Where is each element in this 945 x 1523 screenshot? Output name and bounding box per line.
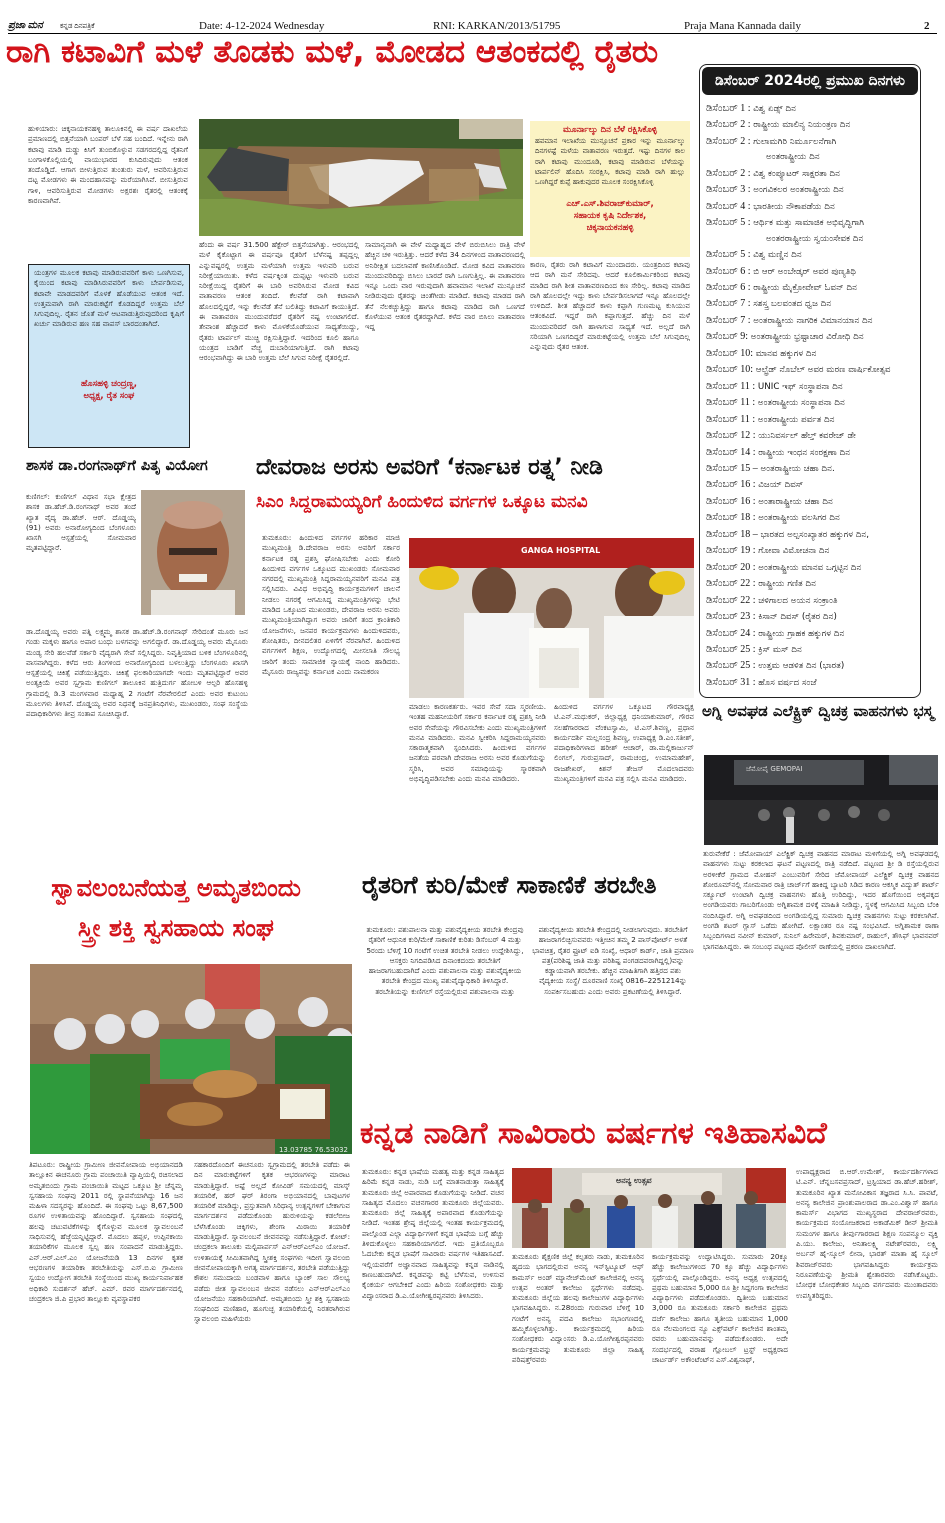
december-day-item (706, 215, 914, 231)
december-day-item (706, 609, 914, 625)
lead-col2-text: ಹೆಂದು ಈ ವರ್ಷ 31.500 ಹೆಕ್ಟೇರ್ ಬಿತ್ತನೆಯಾಗಿತ್ತು. ಆರಂಭದಲ್ಲಿ ಮಳೆ ಕೈಕೊಟ್ಟಾಗ ಈ ವರ್ಷವೂ ರೈತರಿಗೆ ಬೆಳೆನಷ್ಟ ತಪ್ಪದ್ದಲ್ಲ ಎನ್ನುವಷ್ಟರಲ್ಲಿ ಉತ್ತಮ ಮಳೆಯಾಗಿ ಉತ್ತಮ ಇಳುವರಿ ಬರುವ ನಿರೀಕ್ಷೆಯಾಯಿತು. ಕಳೆದ ವರ್ಷಕ್ಕಿಂತ ದುಪ್ಪಟ್ಟು ಇಳುವರಿ ಬರುವ ನಿರೀಕ್ಷೆಯಿದ್ದ ರೈತರಿಗೆ ಈ ಬಾರಿ ಅವರಿಸಿರುವ ಮೋಡ ಕವಿದ ವಾತಾವರಣ ಆತಂಕ ತಂದಿದೆ. ಕೆಲವೆಡೆ ರಾಗಿ ಕಟಾವಾಗಿ ಹೊಲದಲ್ಲಿದ್ದರೆ, ಇನ್ನು ಕೆಲವೆಡೆ ತೆನೆ ಬಲಿತಿದ್ದು ಕಟಾವಿಗೆ ಕಾಯುತ್ತಿದೆ. ಈ ವಾತಾವರಣ ಮುಂದುವರೆದರೆ ರೈತರಿಗೆ ನಷ್ಟ ಉಂಟಾಗಲಿದೆ. ತೇವಾಂಶ ಹೆಚ್ಚಾದರೆ ಕಾಳು ಮೊಳಕೆಯೊಡೆಯುವ ಸಾಧ್ಯತೆಯಿದ್ದು, ರೈತರು ಟಾರ್ಪಲ್ ಮುಚ್ಚಿ ರಕ್ಷಿಸುತ್ತಿದ್ದಾರೆ. ಇದರಿಂದ ಕೂಲಿ ಹಾಗೂ ಯಂತ್ರದ ಬಾಡಿಗೆ ವೆಚ್ಚ ದುಬಾರಿಯಾಗುತ್ತಿದೆ. ರಾಗಿ ಕಟಾವು ಆರಂಭವಾಗಿದ್ದು ಈ ಬಾರಿ ಉತ್ತಮ ಬೆಲೆ ಸಿಗುವ ನಿರೀಕ್ಷೆ ರೈತರಲ್ಲಿದೆ. (199, 240, 359, 363)
december-day-item (706, 280, 914, 296)
december-day-event: ಗುಲಾಮಗಿರಿ ನಿರ್ಮೂಲನೆಗಾಗಿ (753, 136, 837, 147)
december-day-date: ಡಿಸೆಂಬರ್ 2 : (706, 167, 751, 179)
december-day-date: ಡಿಸೆಂಬರ್ 15 – (706, 462, 758, 474)
quote-box-sig-title: ಅಧ್ಯಕ್ಷ, ರೈತ ಸಂಘ (83, 391, 135, 401)
advice-box-text: ಹವಮಾನ ಇಲಾಖೆಯ ಮುನ್ಸೂಚನೆ ಪ್ರಕಾರ ಇನ್ನು ಮೂರ್ನಾಲ್ಕು ದಿನಗಳಷ್ಟೆ ಮಳೆಯ ವಾತಾವರಣ ಇರುತ್ತದೆ. ಇಷ್ಟು ದಿನಗಳ ಕಾಲ ರಾಗಿ ಕಟಾವು ಮುಂದೂಡಿ, ಕಟಾವು ಮಾಡಿರುವ ಬೆಳೆಯನ್ನು ಟಾರ್ಪಲಿನ್ ಹೊದಿಸಿ ಸಂರಕ್ಷಿಸಿ, ಕಟಾವು ಮಾಡಿ ರಾಗಿ ಹುಲ್ಲು ಒಣಗಿದ್ದರೆ ಕುಪ್ಪೆ ಹಾಕುವುದರ ಮೂಲಕ ಸಂರಕ್ಷಿಸಿಕೊಳ್ಳಿ (535, 137, 685, 187)
obituary-headline: ಶಾಸಕ ಡಾ.ರಂಗನಾಥ್‌ಗೆ ಪಿತೃ ವಿಯೋಗ (26, 459, 208, 474)
december-day-item (706, 576, 914, 592)
december-day-date: ಡಿಸೆಂಬರ್ 24 : (706, 627, 756, 639)
december-day-date: ಡಿಸೆಂಬರ್ 22 : (706, 594, 756, 606)
december-day-item (706, 362, 914, 378)
lead-headline: ರಾಗಿ ಕಟಾವಿಗೆ ಮಳೆ ತೊಡಕು ಮಳೆ, ಮೋಡದ ಆತಂಕದಲ್ಲಿ ರೈತರು (6, 36, 659, 70)
december-day-item (706, 560, 914, 576)
december-day-item (706, 658, 914, 674)
december-day-event: ರಾಷ್ಟ್ರೀಯ ಮೈಕ್ರೋವೇವ್ ಓವನ್ ದಿನ (753, 282, 857, 293)
december-day-date: ಡಿಸೆಂಬರ್ 12 : (706, 430, 756, 442)
devaraj-photo-cm-meeting (409, 538, 694, 698)
shg-photo-women-group (30, 964, 352, 1154)
december-day-event: ಅಂತಾರಾಷ್ಟ್ರೀಯ ಚಹಾ ದಿನ (758, 496, 833, 507)
december-day-date: ಡಿಸೆಂಬರ್ 10: (706, 364, 754, 376)
shg-photo-timestamp: 13.03785 76.53032 (278, 1146, 348, 1154)
december-day-date: ಡಿಸೆಂಬರ್ 16 : (706, 495, 756, 507)
obituary-text-bottom: ಡಾ.ದೊಡ್ಡಯ್ಯ ಅವರು ಪತ್ನಿ ಲಕ್ಷ್ಮಮ್ಮ ಶಾಸಕ ಡಾ.ಹೆಚ್.ಡಿ.ರಂಗನಾಥ್ ಸೇರಿದಂತೆ ಮೂರು ಜನ ಗಂಡು ಮಕ್ಕಳು ಹಾಗೂ ಅಪಾರ ಬಂಧು ಬಳಗವನ್ನು ಅಗಲಿದ್ದಾರೆ. ಡಾ.ದೊಡ್ಡಯ್ಯ ಅವರು ಮೈಸೂರು ಮಂಡ್ಯ ಸೇರಿ ಹಲವೆಡೆ ಸರ್ಕಾರಿ ವೈದ್ಯರಾಗಿ ಸೇವೆ ಸಲ್ಲಿಸಿದ್ದರು. ನಿವೃತ್ತಿಯಾದ ಬಳಿಕ ಬೆಂಗಳೂರಿನಲ್ಲಿ ವಾಸವಾಗಿದ್ದರು. ಕಳೆದ ಆರು ತಿಂಗಳಿಂದ ಅನಾರೋಗ್ಯದಿಂದ ಬಳಲುತ್ತಿದ್ದು ಬೆಂಗಳೂರು ಖಾಸಗಿ ಆಸ್ಪತ್ರೆಯಲ್ಲಿ ಚಿಕಿತ್ಸೆ ಪಡೆಯುತ್ತಿದ್ದರು. ಚಿಕಿತ್ಸೆ ಫಲಕಾರಿಯಾಗದೇ ಇಂದು ಮೃತಪಟ್ಟಿದ್ದಾರೆ ಅವರ ಅಂತ್ಯಕ್ರಿಯೆ ಅವರ ಸ್ವಗ್ರಾಮ ಕುಣಿಗಲ್ ತಾಲೂಕಿನ ಹುತ್ರಿದುರ್ಗ ಹೋಬಳಿ ಆಲ್ಪರಿ ಹೊಸಹಳ್ಳಿ ಗ್ರಾಮದಲ್ಲಿ ಡಿ.3 ಮಂಗಳವಾರ ಮಧ್ಯಾಹ್ನ 2 ಗಂಟೆಗೆ ನೆರವೇರಲಿದೆ ಎಂದು ಅವರ ಕುಟುಂಬ ಮೂಲಗಳು ತಿಳಿಸಿವೆ. ದೊಡ್ಡಯ್ಯ ಅವರ ನಿಧನಕ್ಕೆ ಜನಪ್ರತಿನಿಧಿಗಳು, ಮುಖಂಡರು, ಸಂಘ ಸಂಸ್ಥೆಯ ಪದಾಧಿಕಾರಿಗಳು ತೀವ್ರ ಸಂತಾಪ ಸೂಚಿಸಿದ್ದಾರೆ. (26, 627, 248, 719)
december-day-event: ಅಂತರಾಷ್ಟ್ರೀಯ ಪರ್ವತ ದಿನ (757, 414, 835, 425)
goat-training-headline: ರೈತರಿಗೆ ಕುರಿ/ಮೇಕೆ ಸಾಕಾಣಿಕೆ ತರಬೇತಿ (362, 873, 657, 899)
newspaper-tagline: ಕನ್ನಡ ದಿನಪತ್ರಿಕೆ (60, 22, 95, 30)
december-day-date: ಡಿಸೆಂಬರ್ 11 : (706, 380, 756, 392)
december-day-item (706, 675, 914, 691)
page-number: 2 (924, 20, 930, 32)
advice-box-sig-line1: ಎಚ್.ಎಸ್.ಶಿವರಾಜ್‌ಕುಮಾರ್, (566, 199, 654, 209)
kannada-col2-text: ತುಮಕೂರು ಶೈಕ್ಷಣಿಕ ಜಿಲ್ಲೆ ಕಲ್ಪತರು ನಾಡು, ತುಮಕೂರಿನ ಹೃದಯ ಭಾಗದಲ್ಲಿರುವ ಅನನ್ಯ ಇನ್‌ಸ್ಟಿಟ್ಯೂಟ್ ಆಫ್ ಕಾಮರ್ಸ್ ಅಂಡ್ ಮ್ಯಾನೇಜ್‌ಮೆಂಟ್ ಕಾಲೇಜಿನಲ್ಲಿ ಅನನ್ಯ ಉತ್ಸವ ಅಂತರ್ ಕಾಲೇಜು ಸ್ಪರ್ಧೆಗಳು ನಡೆದವು. ತುಮಕೂರು ಜಿಲ್ಲೆಯ ಹಲವು ಕಾಲೇಜುಗಳ ವಿದ್ಯಾರ್ಥಿಗಳು ಭಾಗವಹಿಸಿದ್ದರು. ನ.28ರಂದು ಗುರುವಾರ ಬೆಳಿಗ್ಗೆ 10 ಗಂಟೆಗೆ ಅನನ್ಯ ಪದವಿ ಕಾಲೇಜು ಸಭಾಂಗಣದಲ್ಲಿ ಹಮ್ಮಿಕೊಳ್ಳಲಾಗಿತ್ತು. ಕಾರ್ಯಕ್ರಮದಲ್ಲಿ ಹಿರಿಯ ಸಂಶೋಧಕರು ವಿದ್ವಾಂಸರು ಡಿ.ಎ.ಯೋಗೀಶ್ವರಪ್ಪನವರು ಕಾರ್ಯಕ್ರಮವನ್ನು ತುಮಕೂರು ಜಿಲ್ಲಾ ಸಾಹಿತ್ಯ ಪರಿಷತ್ತ್‌ರವರು (512, 1252, 644, 1364)
december-day-item (706, 494, 914, 510)
december-day-item (706, 329, 914, 345)
lead-col1-text: ಹುಳಿಯಾರು: ಚಿಕ್ಕನಾಯಕನಹಳ್ಳಿ ತಾಲೂಕಿನಲ್ಲಿ ಈ ವರ್ಷ ದಾಖಲೆಯ ಪ್ರಮಾಣದಲ್ಲಿ ಬಿತ್ತನೆಯಾಗಿ ಬಂಪರ್ ಬೆಳೆ ಸಹ ಬಂದಿದೆ. ಇನ್ನೇನು ರಾಗಿ ಕಟಾವು ಮಾಡಿ ದುಡ್ಡು ಕಿಸಿಗೆ ತುಂಬಿಕೊಳ್ಳುವ ಸಡಗರದಲ್ಲಿದ್ದ ರೈತನಿಗೆ ಬಂಗಾಳಕೊಲ್ಲಿಯಲ್ಲಿ ವಾಯುಭಾರದ ಕುಸಿದಿರುವುದು ಆತಂಕ ತಂದೊಡ್ಡಿದೆ. ಆಗಾಗ ಬೀಳುತ್ತಿರುವ ತುಂತುರು ಮಳೆ, ಆವರಿಸುತ್ತಿರುವ ದಟ್ಟ ಮೋಡಗಳು ಈ ಮಂದಹಾಸವನ್ನು ಮರೆಯಾಗಿಸಿವೆ. ಬೀಸುತ್ತಿರುವ ಗಾಳಿ, ಆವರಿಸುತ್ತಿರುವ ಮೋಡಗಳು ಅಕ್ಷರಶಃ ರೈತರಲ್ಲಿ ಆತಂಕಕ್ಕೆ ಕಾರಣವಾಗಿವೆ. (28, 124, 188, 206)
obituary-portrait (141, 490, 245, 615)
shg-col2-text: ಸಹಕಾರದೊಂದಿಗೆ ಈಚನೂರು ಸ್ವಗ್ರಾಮದಲ್ಲಿ ತರಬೇತಿ ಪಡೆದು ಈ ದಿನ ಮಾರುಕಟ್ಟೆಗಳಿಗೆ ಕೃತಕ ಆಭರಣಗಳನ್ನು ಮಾರಾಟ ಮಾಡುತ್ತಿದ್ದಾರೆ. ಅಷ್ಟೆ ಅಲ್ಲದೆ ಕೋವಿಡ್ ಸಮಯದಲ್ಲಿ ಮಾಸ್ಕ್ ತಯಾರಿಕೆ, ಹರ್ ಘರ್ ತಿರಂಗಾ ಅಭಿಯಾನದಲ್ಲಿ ಬಾವುಟಗಳ ತಯಾರಿಕೆ ಮಾಡಿದ್ದು, ಪ್ರಸ್ತುತವಾಗಿ ಸಿರಿಧಾನ್ಯ ಉತ್ಪನ್ನಗಳಿಗೆ ಬೇಕಾಗುವ ಮಾರ್ಗದರ್ಶನ ಪಡೆದುಕೊಂಡು ಹುರುಳಿಯನ್ನು ಕಡಲೆಬೀಜ ಬೆಳೆಸಿಕೊಂಡು ಚಿಕ್ಕಿಗಳು, ಶೇಂಗಾ ಮಿಠಾಯಿ ತಯಾರಿಕೆ ಮಾಡುತ್ತಿದ್ದಾರೆ. ಸ್ವಾವಲಂಬನೆ ಜೀವನವನ್ನು ನಡೆಸುತ್ತಿದ್ದಾರೆ. ಕೋಟ್: ಚಂದ್ರಕಲಾ ತಾಲೂಕು ಮಲ್ಟಿಪಾರ್ಪಸ್ ಎನ್‌ಆರ್‌ಎಲ್‌ಎಂ ಯೋಜನೆ. ಉಳಿತಾಯಕ್ಕೆ ಸೀಮಿತವಾಗಿದ್ದ ಸ್ತ್ರೀಶಕ್ತಿ ಸಂಘಗಳು ಇದೀಗ ಸ್ವಾವಲಂಬಿ ಜೀವನೋಪಾಯಕ್ಕಾಗಿ ಅಗತ್ಯ ಮಾರ್ಗದರ್ಶನ, ತರಬೇತಿ ಪಡೆಯುತ್ತಿದ್ದು ಕೌಶಲ ಸಮುದಾಯ ಬಂಡವಾಳ ಹಾಗೂ ಬ್ಯಾಂಕ್ ಸಾಲ ಸೌಲಭ್ಯ ಪಡೆದು ಜೀತ ಸ್ವಾವಲಂಬನ ಜೀವನ ನಡೆಸಲು ಎನ್‌ಆರ್‌ಎಲ್‌ಎಂ ಯೋಜನೆಯು ಸಹಕಾರಿಯಾಗಿದೆ. ಅಮೃತಬಿಂದು ಸ್ತ್ರೀ ಶಕ್ತಿ ಸ್ವಸಹಾಯ ಸಂಘದಿಂದ ಮಣಿಹಾರ, ಹೂಗುಚ್ಛ ತಯಾರಿಕೆಯಲ್ಲಿ ನಿರತರಾಗಿರುವ ಸ್ವಾವಲಂಬಿ ಮಹಿಳೆಯರು (194, 1160, 350, 1324)
kannada-photo-banner: ಅನನ್ಯ ಉತ್ಸವ (616, 1176, 652, 1185)
december-day-item (706, 199, 914, 215)
december-day-item (706, 445, 914, 461)
lead-photo-ragi-stack (199, 119, 523, 236)
december-days-box (699, 64, 921, 698)
december-day-event: ರಾಷ್ಟ್ರೀಯ ಗಣಿತ ದಿನ (758, 579, 816, 590)
december-day-date: ಡಿಸೆಂಬರ್ 7 : (706, 298, 751, 310)
goat-training-col2-text: ಪಶುವೈದ್ಯಕೀಯ ತರಬೇತಿ ಕೇಂದ್ರದಲ್ಲಿ ನೀಡಲಾಗುವುದು. ತರಬೇತಿಗೆ ಹಾಜರಾಗಲಿಚ್ಛಿಸುವವರು ಇತ್ತೀಚಿನ ತಮ್ಮ 2 ಪಾಸ್‌ಪೋರ್ಟ್ ಅಳತೆ ಭಾವಚಿತ್ರ, ರೈತರ ಫ್ರೂಟ್ ಐಡಿ ಸಂಖ್ಯೆ, ಆಧಾರ್ ಕಾರ್ಡ್, ಜಾತಿ ಪ್ರಮಾಣ ಪತ್ರ(ಪರಿಶಿಷ್ಟ ಜಾತಿ ಮತ್ತು ಪರಿಶಿಷ್ಟ ಪಂಗಡದವರಾಗಿದ್ದಲ್ಲಿ)ವನ್ನು ಕಡ್ಡಾಯವಾಗಿ ತರಬೇಕು. ಹೆಚ್ಚಿನ ಮಾಹಿತಿಗಾಗಿ ಹತ್ತಿರದ ಪಶು ವೈದ್ಯಕೀಯ ಸಂಸ್ಥೆ/ ದೂರವಾಣಿ ಸಂಖ್ಯೆ 0816–2251214ನ್ನು ಸಂಪರ್ಕಿಸಬಹುದು ಎಂದು ಅವರು ಪ್ರಕಟಣೆಯಲ್ಲಿ ತಿಳಿಸಿದ್ದಾರೆ. (532, 925, 694, 996)
december-day-event: ಆರ್ಥಿಕ ಮತ್ತು ಸಾಮಾಜಿಕ ಅಭಿವೃದ್ಧಿಗಾಗಿ (753, 218, 865, 229)
devaraj-photo-banner: GANGA HOSPITAL (521, 546, 601, 555)
december-day-date: ಡಿಸೆಂಬರ್ 9: (706, 331, 749, 343)
fire-photo-sign: ಜೆಮೋಪೈ GEMOPAI (746, 765, 803, 773)
december-day-item (706, 477, 914, 493)
december-day-date: ಡಿಸೆಂಬರ್ 7 : (706, 314, 751, 326)
fire-headline: ಅಗ್ನಿ ಅವಘಡ ಎಲೆಕ್ಟ್ರಿಕ್ ದ್ವಿಚಕ್ರ ವಾಹನಗಳು ಭಸ್ಮ (702, 704, 934, 720)
december-day-event: ಭಾರತೀಯ ನೌಕಾಪಡೆಯ ದಿನ (753, 201, 835, 212)
december-day-item (706, 296, 914, 312)
december-day-item (706, 134, 914, 150)
december-day-item (706, 346, 914, 362)
december-day-event: ಅಂತರಾಷ್ಟ್ರೀಯ ಚಹಾ ದಿನ. (760, 463, 835, 474)
december-day-item (706, 182, 914, 198)
december-day-item (706, 510, 914, 526)
december-day-event: ರಾಷ್ಟ್ರೀಯ ಗ್ರಾಹಕ ಹಕ್ಕುಗಳ ದಿನ (758, 628, 845, 639)
lead-col4-text: ಕಾರಣ, ರೈತರು ರಾಗಿ ಕಟಾವಿಗೆ ಮುಂದಾದರು. ಯಂತ್ರದಿಂದ ಕಟಾವು ಆದ ರಾಗಿ ಮನೆ ಸೇರಿದವು. ಆದರೆ ಕೂಲಿಕಾರ್ಮಿಕರಿಂದ ಕಟಾವು ಮಾಡಿದ ರಾಗಿ ಶೀತ ವಾತಾವರಣದಿಂದ ಕಣ ಸೇರಿಲ್ಲ. ಕಟಾವು ಮಾಡಿದ ರಾಗಿ ಹೊಲದಲ್ಲೇ ಇದ್ದು ಕಾಳು ಬೇರ್ಪಡಿಸಲಾಗದೆ ಇನ್ನೂ ಹೊಲದಲ್ಲೇ ಉಳಿದಿದೆ. ಶೀತ ಹೆಚ್ಚಾದರೆ ಕಾಳು ಕಪ್ಪಾಗಿ ಗುಣಮಟ್ಟ ಕುಸಿಯುವ ಆತಂಕವಿದೆ. ಇದ್ದರೆ ರಾಗಿ ಕಪ್ಪಾಗುತ್ತದೆ. ಹೆಚ್ಚು ದಿನ ಮಳೆ ಮುಂದುವರಿದರೆ ರಾಗಿ ಹಾಳಾಗುವ ಸಾಧ್ಯತೆ ಇದೆ. ಅಲ್ಲದೆ ರಾಗಿ ಸರಿಯಾಗಿ ಒಣಗದಿದ್ದರೆ ಮಾರುಕಟ್ಟೆಯಲ್ಲಿ ಉತ್ತಮ ಬೆಲೆ ಸಿಗುವುದಿಲ್ಲ ಎನ್ನುವುದು ರೈತರ ಆತಂಕ. (530, 260, 690, 352)
december-day-date: ಡಿಸೆಂಬರ್ 18 : (706, 512, 756, 524)
december-day-item (706, 264, 914, 280)
december-day-item (706, 527, 914, 543)
december-day-event: ಅಂಗವಿಕಲರ ಅಂತರಾಷ್ಟ್ರೀಯ ದಿನ (753, 185, 844, 196)
december-day-date: ಡಿಸೆಂಬರ್ 16 : (706, 479, 756, 491)
december-day-date: ಡಿಸೆಂಬರ್ 23 : (706, 611, 756, 623)
goat-training-col1-text: ತುಮಕೂರು: ಪಶುಪಾಲನಾ ಮತ್ತು ಪಶುವೈದ್ಯಕೀಯ ತರಬೇತಿ ಕೇಂದ್ರವು ರೈತರಿಗೆ ಆಧುನಿಕ ಕುರಿ/ಮೇಕೆ ಸಾಕಾಣಿಕೆ ಕುರಿತು ಡಿಸೆಂಬರ್ 4 ಮತ್ತು 5ರಂದು ಬೆಳಿಗ್ಗೆ 10 ಗಂಟೆಗೆ ಉಚಿತ ತರಬೇತಿ ನೀಡಲು ಉದ್ದೇಶಿಸಿದ್ದು, ಆಸಕ್ತರು ನಿಗದಿಪಡಿಸಿದ ದಿನಾಂಕದಂದು ತರಬೇತಿಗೆ ಹಾಜರಾಗಬಹುದಾಗಿದೆ ಎಂದು ಪಶುಪಾಲನಾ ಮತ್ತು ಪಶುವೈದ್ಯಕೀಯ ತರಬೇತಿ ಕೇಂದ್ರದ ಮುಖ್ಯ ಪಶುವೈದ್ಯಾಧಿಕಾರಿ ತಿಳಿಸಿದ್ದಾರೆ. ತರಬೇತಿಯನ್ನು ಕುಣಿಗಲ್ ರಸ್ತೆಯಲ್ಲಿರುವ ಪಶುಪಾಲನಾ ಮತ್ತು (366, 925, 524, 996)
december-day-date: ಡಿಸೆಂಬರ್ 5 : (706, 217, 751, 229)
december-day-date: ಡಿಸೆಂಬರ್ 2 : (706, 135, 751, 147)
kannada-col1-text: ತುಮಕೂರು: ಕನ್ನಡ ಭಾಷೆಯ ಮಹತ್ವ ಮತ್ತು ಕನ್ನಡ ಸಾಹಿತ್ಯದ ಹಿರಿಮೆ ಕನ್ನಡ ನಾಡು, ನುಡಿ ಬಗ್ಗೆ ಮಾತನಾಡುತ್ತಾ ಸಾಹಿತ್ಯಕ್ಕೆ ತುಮಕೂರು ಜಿಲ್ಲೆ ಅಪಾರವಾದ ಕೊಡುಗೆಯನ್ನು ನೀಡಿದೆ. ವಚನ ಸಾಹಿತ್ಯದ ಮೊದಲು ವಚನಗಾರರ ತುಮಕೂರು ಜಿಲ್ಲೆಯವರು. ತುಮಕೂರು ಜಿಲ್ಲೆ ಸಾಹಿತ್ಯಕ್ಕೆ ಅಪಾರವಾದ ಕೊಡುಗೆಯನ್ನು ನೀಡಿದೆ. ಇಂತಹ ಶ್ರೇಷ್ಠ ಜಿಲ್ಲೆಯಲ್ಲಿ ಇಂತಹ ಕಾರ್ಯಕ್ರಮದಲ್ಲಿ ಪಾಲ್ಗೊಂಡ ಎಲ್ಲಾ ವಿದ್ಯಾರ್ಥಿಗಳಿಗೆ ಕನ್ನಡ ಭಾಷೆಯ ಬಗ್ಗೆ ಹೆಚ್ಚು ತಿಳಿದುಕೊಳ್ಳಲು ಸಹಕಾರಿಯಾಗಲಿದೆ. ಇದು ಪ್ರತಿಯೊಬ್ಬರೂ ಓದಬೇಕು ಕನ್ನಡ ಭಾಷೆಗೆ ಸಾವಿರಾರು ವರ್ಷಗಳ ಇತಿಹಾಸವಿದೆ. ಇಲ್ಲಿಯವರೆಗೆ ಅಜ್ಞಾನವಾದ ಸಾಹಿತ್ಯವನ್ನು ಕನ್ನಡ ನಾಡಿನಲ್ಲಿ ಕಾಣಬಹುದಾಗಿದೆ. ಕನ್ನಡವನ್ನು ಕಟ್ಟಿ ಬೆಳೆಸುವ, ಉಳಿಸುವ ಕೈಂಕರ್ಯ ಆಗಬೇಕಿದೆ ಎಂದು ಹಿರಿಯ ಸಂಶೋಧಕರು ಮತ್ತು ವಿದ್ವಾಂಸರಾದ ಡಿ.ಎ.ಯೋಗೀಶ್ವರಪ್ಪನವರು ತಿಳಿಸಿದರು. (362, 1167, 504, 1300)
december-day-event: ರಾಷ್ಟ್ರೀಯ ಇಂಧನ ಸಂರಕ್ಷಣಾ ದಿನ (758, 447, 851, 458)
december-day-event: ಆಲ್ಫ್ರೆಡ್ ನೊಬೆಲ್ ಅವರ ಮರಣ ವಾರ್ಷಿಕೋತ್ಸವ (755, 365, 891, 376)
december-day-event: ಉತ್ತಮ ಆಡಳಿತ ದಿನ (ಭಾರತ) (758, 661, 845, 672)
december-day-item (706, 626, 914, 642)
december-day-event: ಕ್ರಿಸ್ ಮಸ್ ದಿನ (758, 644, 802, 655)
december-day-item (706, 428, 914, 444)
december-day-event: ವಿಶ್ವ ಏಡ್ಸ್ ದಿನ (753, 104, 796, 114)
december-day-date: ಡಿಸೆಂಬರ್ 18 – (706, 528, 758, 540)
newspaper-logo: ಪ್ರಜಾ ಮನ (8, 20, 43, 31)
december-day-item (706, 101, 914, 117)
december-day-event: ಯುನಿವರ್ಸಲ್ ಹೆಲ್ತ್ ಕವರೇಜ್ ಡೇ (758, 431, 856, 442)
shg-headline-line1: ಸ್ವಾವಲಂಬನೆಯತ್ತ ಅಮೃತಬಿಂದು (51, 876, 301, 902)
december-day-event: ಹೊಸ ವರ್ಷದ ಸಂಜೆ (758, 677, 817, 688)
december-day-event: ಕಿಸಾನ್ ದಿವಸ್ (ರೈತರ ದಿನ) (758, 612, 837, 623)
fire-story-text: ತುರುವೇಕೆರೆ : ಜೆಮೋಪಾಯ್ ಎಲೆಕ್ಟ್ರಿಕ್ ದ್ವಿಚಕ್ರ ವಾಹನದ ಮಾರಾಟ ಮಳಿಗೆಯಲ್ಲಿ ಅಗ್ನಿ ಅವಘಡದಲ್ಲಿ ವಾಹನಗಳು ಸುಟ್ಟು ಕರಕಲಾದ ಘಟನೆ ಪಟ್ಟಣದಲ್ಲಿ ರಾತ್ರಿ ನಡೆದಿದೆ. ಪಟ್ಟಣದ ಶ್ರೀ ಡಿ ರಸ್ತೆಯಲ್ಲಿರುವ ಅರಳೀಕೆರೆ ಗ್ರಾಮದ ಮೋಹನ್ ಎಂಬುವರಿಗೆ ಸೇರಿದ ಜೆಮೋಪಾಯ್ ಎಲೆಕ್ಟ್ರಿಕ್ ದ್ವಿಚಕ್ರ ವಾಹನದ ಶೋರೂಮ್‌ನಲ್ಲಿ ಸೋಮವಾರ ರಾತ್ರಿ ಚಾರ್ಜ್‌ಗೆ ಹಾಕಿದ್ದ ಬ್ಯಾಟರಿ ಸಿಡಿದ ಕಾರಣ ಆಕಸ್ಮಿಕ ವಿದ್ಯುತ್ ಶಾರ್ಟ್ ಸರ್ಕ್ಯೂಟ್ ಉಂಟಾಗಿ ದ್ವಿಚಕ್ರ ವಾಹನಗಳು ಹೊತ್ತಿ ಉರಿದಿದ್ದು, ಇದರ ಹೊಗೆಯಿಂದ ಅಕ್ಕಪಕ್ಕದ ಅಂಗಡಿಯವರು ಗಾಬರಿಗೊಂಡು ಅಗ್ನಿಶಾಮಕ ದಳಕ್ಕೆ ಮಾಹಿತಿ ನೀಡಿದ್ದು, ಸ್ಥಳಕ್ಕೆ ಆಗಮಿಸಿದ ಸಿಬ್ಬಂದಿ ಬೆಂಕಿ ನಂದಿಸಿದ್ದಾರೆ. ಅಗ್ನಿ ಅವಘಡದಿಂದ ಅಂಗಡಿಯಲ್ಲಿದ್ದ ಸುಮಾರು ದ್ವಿಚಕ್ರ ವಾಹನಗಳು ಸುಟ್ಟು ಕರಕಲಾಗಿವೆ. ಅಂಗಡಿ ಶಟರ್ ಗ್ಲಾಸ್ ಒಡೆದು ಹೋಗಿದೆ. ಲಕ್ಷಾಂತರ ರೂ ನಷ್ಟ ಸಂಭವಿಸಿದೆ. ಅಗ್ನಿಶಾಮಕ ಠಾಣಾ ಸಿಬ್ಬಂದಿಗಳಾದ ನವೀನ್ ಕುಮಾರ್, ಸುನಿಲ್ ಹಿರೇಮಠ್, ಶಿವಕುಮಾರ್, ರಾಹುಲ್, ತೌಸಿಫ್ ಭಾವನವರ್ ಭಾಗವಹಿಸಿದ್ದರು. ಈ ಸಂಬಂಧ ಪಟ್ಟಣದ ಪೊಲೀಸ್ ಠಾಣೆಯಲ್ಲಿ ಪ್ರಕರಣ ದಾಖಲಾಗಿದೆ. (703, 849, 939, 951)
december-day-date: ಡಿಸೆಂಬರ್ 2 : (706, 119, 751, 131)
advice-box-title: ಮೂರ್ನಾಲ್ಕು ದಿನ ಬೆಳೆ ರಕ್ಷಿಸಿಕೊಳ್ಳಿ (563, 125, 657, 135)
december-day-date: ಡಿಸೆಂಬರ್ 22 : (706, 578, 756, 590)
december-day-event: ಅಂತರಾಷ್ಟ್ರೀಯ ವಲಸಿಗರ ದಿನ (758, 513, 840, 524)
december-day-date: ಡಿಸೆಂಬರ್ 3 : (706, 184, 751, 196)
december-day-event: ಅಂತರಾಷ್ಟ್ರೀಯ ನಾಗರಿಕ ವಿಮಾನಯಾನ ದಿನ (753, 315, 873, 326)
december-day-date: ಡಿಸೆಂಬರ್ 11 : (706, 397, 756, 409)
december-day-event: ಭಾರತದ ಅಲ್ಪಸಂಖ್ಯಾತರ ಹಕ್ಕುಗಳ ದಿನ, (760, 529, 870, 540)
december-day-event: ಅಂತರಾಷ್ಟ್ರೀಯ ಮಾನವ ಒಗ್ಗಟ್ಟಿನ ದಿನ (758, 562, 862, 573)
shg-col1-text: ತಿಪಟೂರು: ರಾಷ್ಟ್ರೀಯ ಗ್ರಾಮೀಣ ಜೀವನೋಪಾಯ ಅಭಿಯಾನದಡಿ ತಾಲ್ಲೂಕಿನ ಈಚನೂರು ಗ್ರಾಮ ಪಂಚಾಯಿತಿ ವ್ಯಾಪ್ತಿಯಲ್ಲಿ ರಚಿಸಲಾದ ಅಮೃತಬಿಂದು ಗ್ರಾಮ ಪಂಚಾಯಿತಿ ಮಟ್ಟದ ಒಕ್ಕೂಟ ಶ್ರೀ ಚೆನ್ನಮ್ಮ ಸ್ವಸಹಾಯ ಸಂಘವು 2011 ರಲ್ಲಿ ಸ್ಥಾಪನೆಯಾಗಿದ್ದು 16 ಜನ ಮಹಿಳಾ ಸದಸ್ಯರನ್ನು ಹೊಂದಿದೆ. ಈ ಸಂಘವು ಒಟ್ಟು 8,67,500 ರೂಗಳ ಉಳಿತಾಯವನ್ನು ಹೊಂದಿದ್ದಾರೆ. ಸ್ವಸಹಾಯ ಸಂಘದಲ್ಲಿ ಹಲವು ಚಟುವಟಿಕೆಗಳನ್ನು ಕೈಗೊಳ್ಳುವ ಮೂಲಕ ಸ್ವಾವಲಂಬನೆ ಸಾಧಿಸುವಲ್ಲಿ ಹೆಜ್ಜೆಯನ್ನಿಟ್ಟಿದ್ದಾರೆ. ಮೊದಲು ಹಪ್ಪಳ, ಉಪ್ಪಿನಕಾಯಿ ತಯಾರಿಕೆಗಳ ಮೂಲಕ ಸ್ವಲ್ಪ ಹಣ ಸಂಪಾದನೆ ಮಾಡುತ್ತಿದ್ದರು. ಎನ್.ಆರ್.ಎಲ್.ಎಂ ಯೋಜನೆಯಡಿ 13 ದಿನಗಳ ಕೃತಕ ಆಭರಣಗಳ ತಯಾರಿಕಾ ತರಬೇತಿಯನ್ನು ಎಸ್.ಬಿ.ಐ ಗ್ರಾಮೀಣ ಸ್ವಯಂ ಉದ್ಯೋಗ ತರಬೇತಿ ಸಂಸ್ಥೆಯಿಂದ ಮುಖ್ಯ ಕಾರ್ಯನಿರ್ವಾಹಕ ಅಧಿಕಾರಿ ಸುದರ್ಶನ್ ಹೆಚ್. ಎಮ್. ರವರ ಮಾರ್ಗದರ್ಶನದಲ್ಲಿ ಚಂದ್ರಕಲಾ ಜಿ.ಪಿ ಪ್ರಭಾರ ತಾಲ್ಲೂಕು ವ್ಯವಸ್ಥಾಪಕರ (29, 1160, 183, 1303)
december-days-list (700, 97, 920, 695)
december-day-date: ಡಿಸೆಂಬರ್ 25 : (706, 660, 756, 672)
december-day-date: ಡಿಸೆಂಬರ್ 11 : (706, 413, 756, 425)
december-day-item (706, 379, 914, 395)
december-day-item (706, 313, 914, 329)
paper-name: Praja Mana Kannada daily (684, 20, 801, 32)
december-day-date: ಡಿಸೆಂಬರ್ 10: (706, 347, 754, 359)
december-day-date: ಡಿಸೆಂಬರ್ 6 : (706, 281, 751, 293)
december-day-event: ಅಂತರಾಷ್ಟ್ರೀಯ ಭ್ರಷ್ಟಾಚಾರ ವಿರೋಧಿ ದಿನ (750, 332, 864, 343)
december-day-item (706, 412, 914, 428)
december-days-title: ಡಿಸೆಂಬರ್ 2024ರಲ್ಲಿ ಪ್ರಮುಖ ದಿನಗಳು (702, 67, 918, 95)
devaraj-col1-text: ತುಮಕೂರು: ಹಿಂದುಳಿದ ವರ್ಗಗಳ ಹರಿಕಾರ ಮಾಜಿ ಮುಖ್ಯಮಂತ್ರಿ ಡಿ.ದೇವರಾಜ ಅರಸು ಅವರಿಗೆ ಸರ್ಕಾರ ಕರ್ನಾಟಕ ರತ್ನ ಪ್ರಶಸ್ತಿ ಘೋಷಿಸಬೇಕು ಎಂದು ಕೋರಿ ಹಿಂದುಳಿದ ವರ್ಗಗಳ ಒಕ್ಕೂಟದ ಮುಖಂಡರು ಸೋಮವಾರ ನಗರದಲ್ಲಿ ಮುಖ್ಯಮಂತ್ರಿ ಸಿದ್ದರಾಮಯ್ಯನವರಿಗೆ ಮನವಿ ಪತ್ರ ಸಲ್ಲಿಸಿದರು. ವಿವಿಧ ಅಭಿವೃದ್ಧಿ ಕಾರ್ಯಕ್ರಮಗಳಿಗೆ ಚಾಲನೆ ನೀಡಲು ನಗರಕ್ಕೆ ಆಗಮಿಸಿದ್ದ ಮುಖ್ಯಮಂತ್ರಿಗಳನ್ನು ಭೇಟಿ ಮಾಡಿದ ಒಕ್ಕೂಟದ ಮುಖಂಡರು, ದೇವರಾಜ ಅರಸು ಅವರು ಮುಖ್ಯಮಂತ್ರಿಯಾಗಿದ್ದಾಗ ಅವರು ಜಾರಿಗೆ ತಂದ ಕ್ರಾಂತಿಕಾರಿ ಯೋಜನೆಗಳು, ಜನಪರ ಕಾರ್ಯಕ್ರಮಗಳು ಹಿಂದುಳಿದವರು, ಶೋಷಿತರು, ದೀನದಲಿತರ ಏಳಿಗೆಗೆ ನೆರವಾಗಿವೆ. ಹಿಂದುಳಿದ ವರ್ಗಗಳಿಗೆ ಶಿಕ್ಷಣ, ಉದ್ಯೋಗದಲ್ಲಿ ಮೀಸಲಾತಿ ಸೌಲಭ್ಯ ಜಾರಿಗೆ ತಂದು ಸಾಮಾಜಿಕ ನ್ಯಾಯಕ್ಕೆ ನಾಂದಿ ಹಾಡಿದರು. ಮೈಸೂರು ರಾಜ್ಯವನ್ನು ಕರ್ನಾಟಕ ಎಂದು ನಾಮಕರಣ (262, 533, 400, 676)
december-day-event: ರಾಷ್ಟ್ರೀಯ ಮಾಲಿನ್ಯ ನಿಯಂತ್ರಣ ದಿನ (753, 120, 851, 131)
december-day-item (706, 461, 914, 477)
december-day-item (706, 150, 914, 165)
december-day-date: ಡಿಸೆಂಬರ್ 25 : (706, 643, 756, 655)
december-day-item (706, 247, 914, 263)
advice-box-sig-line2: ಸಹಾಯಕ ಕೃಷಿ ನಿರ್ದೇಶಕ, (573, 211, 647, 221)
december-day-event: ವಿಜಯ್ ದಿವಸ್ (758, 480, 804, 491)
fire-photo-showroom (704, 755, 938, 845)
advice-sidebar-box (530, 121, 690, 257)
december-day-item (706, 117, 914, 133)
december-day-event: ಗೋವಾ ವಿಮೋಚನಾ ದಿನ (758, 546, 830, 557)
december-day-date: ಡಿಸೆಂಬರ್ 20 : (706, 561, 756, 573)
december-day-event: ಅಂತರರಾಷ್ಟ್ರೀಯ ಸ್ವಯಂಸೇವಕ ದಿನ (766, 233, 864, 244)
december-day-event: ಅಂತರಾಷ್ಟ್ರೀಯ ಸಂಸ್ಥಾಪನಾ ದಿನ (757, 398, 845, 409)
december-day-date: ಡಿಸೆಂಬರ್ 4 : (706, 200, 751, 212)
quote-box-text: ಯಂತ್ರಗಳ ಮೂಲಕ ಕಟಾವು ಮಾಡಿರುವವರಿಗೆ ಕಾಳು ಒಣಗಿಸುವ, ಕೈಯಿಂದ ಕಟಾವು ಮಾಡಿಸಿರುವವರಿಗೆ ಕಾಳು ಬೇರ್ಪಡಿಸುವ, ಕಟಾವೇ ಮಾಡದವರಿಗೆ ಮೊಳಕೆ ಹೊಡೆಯುವ ಆತಂಕ ಇದೆ. ಉತ್ತಮವಾಗಿ ರಾಗಿ ಮಾರುಕಟ್ಟೆಗೆ ಕೊಡದಿದ್ದರೆ ಉತ್ತಮ ಬೆಲೆ ಸಿಗುವುದಿಲ್ಲ. ರೈತನ ಜೊತೆ ಮಳೆ ಆಟವಾಡುತ್ತಿರುವುದರಿಂದ ಕೃಷಿಗೆ ಖರ್ಚು ಮಾಡಿರುವ ಹಣ ಸಹ ವಾಪಸ್ ಬಾರದಂತಾಗಿದೆ. (34, 268, 184, 329)
december-day-date: ಡಿಸೆಂಬರ್ 19 : (706, 545, 756, 557)
december-day-item (706, 166, 914, 182)
masthead (8, 20, 937, 34)
kannada-photo-event-stage (512, 1168, 786, 1248)
devaraj-subheadline: ಸಿಎಂ ಸಿದ್ದರಾಮಯ್ಯರಿಗೆ ಹಿಂದುಳಿದ ವರ್ಗಗಳ ಒಕ್ಕೂಟ ಮನವಿ (256, 494, 588, 512)
december-day-event: ಬಿ ಆರ್ ಅಂಬೇಡ್ಕರ್ ಅವರ ಪುಣ್ಯತಿಥಿ (753, 266, 856, 277)
december-day-item (706, 543, 914, 559)
december-day-event: ಮಾನವ ಹಕ್ಕುಗಳ ದಿನ (755, 348, 817, 359)
december-day-date: ಡಿಸೆಂಬರ್ 1 : (706, 103, 751, 114)
devaraj-col3-text: ಹಿಂದುಳಿದ ವರ್ಗಗಳ ಒಕ್ಕೂಟದ ಗೌರವಾಧ್ಯಕ್ಷ ಟಿ.ಎನ್.ಮಧುಕರ್, ಜಿಲ್ಲಾಧ್ಯಕ್ಷ ಧನಿಯಾಕುಮಾರ್, ಗೌರವ ಸಲಹೆಗಾರರಾದ ವೆಂಕಟಸ್ವಾಮಿ, ಟಿ.ಎಸ್.ಶಿವಣ್ಣ, ಪ್ರಧಾನ ಕಾರ್ಯದರ್ಶಿ ಮಲ್ಲಸಂದ್ರ ಶಿವಣ್ಣ, ಉಪಾಧ್ಯಕ್ಷ ಡಿ.ಎಂ.ಸತೀಶ್, ಪದಾಧಿಕಾರಿಗಳಾದ ಹರೀಶ್ ಆಚಾರ್, ಡಾ.ಮಲ್ಲಿಕಾರ್ಜುನ್ ಲಿಂಗಲ್, ಗುರುಪ್ರಸಾದ್, ರಾಮಚಂದ್ರ, ಉಮಾಮಹೇಶ್, ರಾಜಶೇಖರ್, ಕಿಶನ್ ತೇಜಸ್ ಮೊದಲಾದವರು ಮುಖ್ಯಮಂತ್ರಿಗಳಿಗೆ ಮನವಿ ಪತ್ರ ಸಲ್ಲಿಸಿ ಮನವಿ ಮಾಡಿದರು. (554, 702, 694, 784)
obituary-text-top: ಕುಣಿಗಲ್: ಕುಣಿಗಲ್ ವಿಧಾನ ಸಭಾ ಕ್ಷೇತ್ರದ ಶಾಸಕ ಡಾ.ಹೆಚ್.ಡಿ.ರಂಗನಾಥ್ ಅವರ ತಂದೆ ಖ್ಯಾತ ವೈದ್ಯ ಡಾ.ಹೆಚ್. ಆರ್. ದೊಡ್ಡಯ್ಯ (91) ಅವರು ಅನಾರೋಗ್ಯದಿಂದ ಬೆಂಗಳೂರು ಖಾಸಗಿ ಆಸ್ಪತ್ರೆಯಲ್ಲಿ ಸೋಮವಾರ ಮೃತಪಟ್ಟಿದ್ದಾರೆ. (26, 492, 136, 553)
december-day-event: ಸಶಸ್ತ್ರ ಬಲವಂತದ ಧ್ವಜ ದಿನ (753, 299, 832, 310)
devaraj-headline: ದೇವರಾಜ ಅರಸು ಅವರಿಗೆ ‘ಕರ್ನಾಟಕ ರತ್ನ’ ನೀಡಿ (256, 456, 603, 480)
december-day-date: ಡಿಸೆಂಬರ್ 14 : (706, 446, 756, 458)
devaraj-col2-text: ಮಾಡಲು ಕಾರಣಕರ್ತರು. ಇವರ ಸೇವೆ ಸದಾ ಸ್ಮರಣೀಯ. ಇಂತಹ ಮಹನೀಯರಿಗೆ ಸರ್ಕಾರ ಕರ್ನಾಟಕ ರತ್ನ ಪ್ರಶಸ್ತಿ ನೀಡಿ ಅವರ ಸೇವೆಯನ್ನು ಗೌರವಿಸಬೇಕು ಎಂದು ಮುಖ್ಯಮಂತ್ರಿಗಳಿಗೆ ಮನವಿ ಮಾಡಿದರು. ಮನವಿ ಸ್ವೀಕರಿಸಿ ಸಿದ್ದರಾಮಯ್ಯನವರು ಸಕಾರಾತ್ಮಕವಾಗಿ ಸ್ಪಂದಿಸಿದರು. ಹಿಂದುಳಿದ ವರ್ಗಗಳ ಜನತೆಯ ಪರವಾಗಿ ದೇವರಾಜ ಅರಸು ಅವರ ಕೊಡುಗೆಯನ್ನು ಸ್ಮರಿಸಿ, ಅವರ ಸಮಾಧಿಯನ್ನು ಸ್ಮಾರಕವಾಗಿ ಅಭಿವೃದ್ಧಿಪಡಿಸಬೇಕು ಎಂದು ಮನವಿ ಮಾಡಿದರು. (409, 702, 546, 784)
kannada-col3-text: ಕಾರ್ಯಕ್ರಮವನ್ನು ಉದ್ಘಾಟಿಸಿದ್ದರು. ಸುಮಾರು 20ಕ್ಕೂ ಹೆಚ್ಚು ಕಾಲೇಜುಗಳಿಂದ 70 ಕ್ಕೂ ಹೆಚ್ಚು ವಿದ್ಯಾರ್ಥಿಗಳು ಸ್ಪರ್ಧೆಯಲ್ಲಿ ಪಾಲ್ಗೊಂಡಿದ್ದರು. ಅನನ್ಯ ಅಧ್ಯಕ್ಷ ಉತ್ಸವದಲ್ಲಿ ಪ್ರಥಮ ಬಹುಮಾನ 5,000 ರೂ ಶ್ರೀ ಸಿದ್ದಗಂಗಾ ಕಾಲೇಜಿನ ವಿದ್ಯಾರ್ಥಿಗಳು ಪಡೆದುಕೊಂಡರು. ದ್ವಿತೀಯ ಬಹುಮಾನ 3,000 ರೂ ತುಮಕೂರು ಸರ್ಕಾರಿ ಕಾಲೇಜಿನ ಪ್ರಥಮ ದರ್ಜೆ ಕಾಲೇಜು ಹಾಗೂ ತೃತೀಯ ಬಹುಮಾನ 1,000 ರೂ ನೆಲಮಂಗಲದ ನ್ಯೂ ಎಕ್ಸ್‌ಪರ್ಟ್ ಕಾಲೇಜಿನ ಶಾಂತಮ್ಮ ರವರು ಬಹುಮಾನವನ್ನು ಪಡೆದುಕೊಂಡರು. ಅದೇ ಸಂದರ್ಭದಲ್ಲಿ ವರಾಹ ಗ್ಲೋಬಲ್ ಟ್ರಸ್ಟ್ ಅಧ್ಯಕ್ಷರಾದ ಚಾರ್ಟರ್ಡ್ ಅಕೌಂಟೆಂಟ್‌ನ ಎಸ್.ವಿಶ್ವನಾಥ್, (652, 1252, 788, 1364)
december-day-item (706, 232, 914, 247)
shg-headline-line2: ಸ್ತ್ರೀ ಶಕ್ತಿ ಸ್ವಸಹಾಯ ಸಂಘ (78, 916, 274, 942)
kannada-col4-text: ಉಪಾಧ್ಯಕ್ಷರಾದ ಬಿ.ಆರ್.ಉಮೇಶ್, ಕಾರ್ಯದರ್ಶಿಗಳಾದ ಟಿ.ಎನ್. ಚೆನ್ನಬಸವಪ್ರಸಾದ್, ಟ್ರಸ್ಟಿಯಾದ ಡಾ.ಹೆಚ್.ಹರೀಶ್, ತುಮಕೂರಿನ ಖ್ಯಾತ ಮನೋವಿಕಾಸ ತಜ್ಞರಾದ ಸಿ.ಸಿ. ಪಾವಟೆ, ಅನನ್ಯ ಕಾಲೇಜಿನ ಪ್ರಾಂಶುಪಾಲರಾದ ಡಾ.ಎಂ.ವಿಶ್ವಾಸ್ ಹಾಗೂ ಕಾಮರ್ಸ್ ವಿಭಾಗದ ಮುಖ್ಯಸ್ಥರಾದ ದೇವರಾಜ್‌ರವರು, ಕಾರ್ಯಕ್ರಮದ ಸಂಯೋಜಕರಾದ ಅಕಾಡೆಮಿಕ್ ಡೀನ್ ಶ್ರೀಮತಿ ಸುಮಂಗಳ ಹಾಗೂ ತೀರ್ಪುಗಾರರಾದ ಶಿಕ್ಷಣ ಸಂಪನ್ಮೂಲ ವ್ಯಕ್ತಿ ಪಿ.ಯು. ಕಾಲೇಜು, ಅನಿತಾಲಕ್ಷ್ಮಿ ನಟೇಶ್‌ರವರು, ಲಕ್ಷ್ಮಿ ಅರ್ಬನ್ ಹೈ-ಸ್ಕೂಲ್ ಲೀನಾ, ಭಾರತ್ ಮಾತಾ ಹೈ ಸ್ಕೂಲ್ ಶಿವರಾಜ್‌ರವರು ಭಾಗವಹಿಸಿದ್ದರು ಕಾರ್ಯಕ್ರಮ ನಿರೂಪಣೆಯನ್ನು ಶ್ರೀಮತಿ ಶ್ವೇತಾರವರು ನಡೆಸಿಕೊಟ್ಟರು. ಬೋಧಕ ಬೋಧಕೇತರ ಸಿಬ್ಬಂದಿ ವರ್ಗದವರು ಮುಂತಾದವರು ಉಪಸ್ಥಿತರಿದ್ದರು. (796, 1167, 938, 1300)
december-day-event: ವಿಶ್ವ ಕಂಪ್ಯೂಟರ್ ಸಾಕ್ಷರತಾ ದಿನ (753, 168, 840, 179)
december-day-event: ಚಳಿಗಾಲದ ಅಯನ ಸಂಕ್ರಾಂತಿ (758, 595, 838, 606)
december-day-item (706, 593, 914, 609)
lead-col3-text: ಸಾಮಾನ್ಯವಾಗಿ ಈ ವೇಳೆ ಮಧ್ಯಾಹ್ನದ ವೇಳೆ ಬಿರುಬಿಸಿಲು ರಾತ್ರಿ ವೇಳೆ ಹೆಚ್ಚಿನ ಚಳಿ ಇರುತ್ತಿತ್ತು. ಆದರೆ ಕಳೆದ 34 ದಿನಗಳಿಂದ ವಾತಾವರಣದಲ್ಲಿ ಅನಿರೀಕ್ಷಿತ ಬದಲಾವಣೆ ಕಾಣಿಸಿಕೊಂಡಿದೆ. ಮೋಡ ಕವಿದ ವಾತಾವರಣ ಮುಂದುವರಿದಿದ್ದು ಬಿಸಿಲು ಬಾರದೆ ರಾಗಿ ಒಣಗುತ್ತಿಲ್ಲ. ಈ ವಾತಾವರಣ ಇನ್ನೂ ಒಂದು ವಾರ ಇರುವುದಾಗಿ ಹವಾಮಾನ ಇಲಾಖೆ ಮುನ್ಸೂಚನೆ ನೀಡಿರುವುದು ರೈತರನ್ನು ಚಿಂತೆಗೀಡು ಮಾಡಿದೆ. ಕಟಾವು ಮಾಡದ ರಾಗಿ ತೆನೆ ನೆಲಕಚ್ಚುತ್ತಿದ್ದು ಹಾಗೂ ಕಟಾವು ಮಾಡಿದ ರಾಗಿ ಒಣಗದೆ ಕೊಳೆಯುವ ಆತಂಕ ರೈತರದ್ದಾಗಿದೆ. ಕಳೆದ ವಾರ ಬಿಸಿಲು ವಾತಾವರಣ ಇದ್ದ (365, 240, 525, 332)
issue-date: Date: 4-12-2024 Wednesday (199, 20, 325, 32)
advice-box-sig-line3: ಚಿಕ್ಕನಾಯಕನಹಳ್ಳಿ (586, 223, 634, 233)
december-day-date: ಡಿಸೆಂಬರ್ 6 : (706, 265, 751, 277)
december-day-date: ಡಿಸೆಂಬರ್ 31 : (706, 676, 756, 688)
december-day-event: UNIC ಇಫ್ ಸಂಸ್ಥಾಪನಾ ದಿನ (757, 381, 843, 392)
december-day-event: ಅಂತರಾಷ್ಟ್ರೀಯ ದಿನ (766, 152, 820, 163)
december-day-item (706, 395, 914, 411)
rni-number: RNI: KARKAN/2013/51795 (433, 20, 561, 32)
december-day-item (706, 642, 914, 658)
december-day-date: ಡಿಸೆಂಬರ್ 5 : (706, 249, 751, 261)
quote-box-sig-name: ಹೊಸಹಳ್ಳಿ ಚಂದ್ರಣ್ಣ, (80, 379, 138, 389)
lead-quote-box (28, 264, 190, 448)
kannada-history-headline: ಕನ್ನಡ ನಾಡಿಗೆ ಸಾವಿರಾರು ವರ್ಷಗಳ ಇತಿಹಾಸವಿದೆ (360, 1118, 827, 1151)
december-day-event: ವಿಶ್ವ ಮಣ್ಣಿನ ದಿನ (753, 250, 802, 261)
